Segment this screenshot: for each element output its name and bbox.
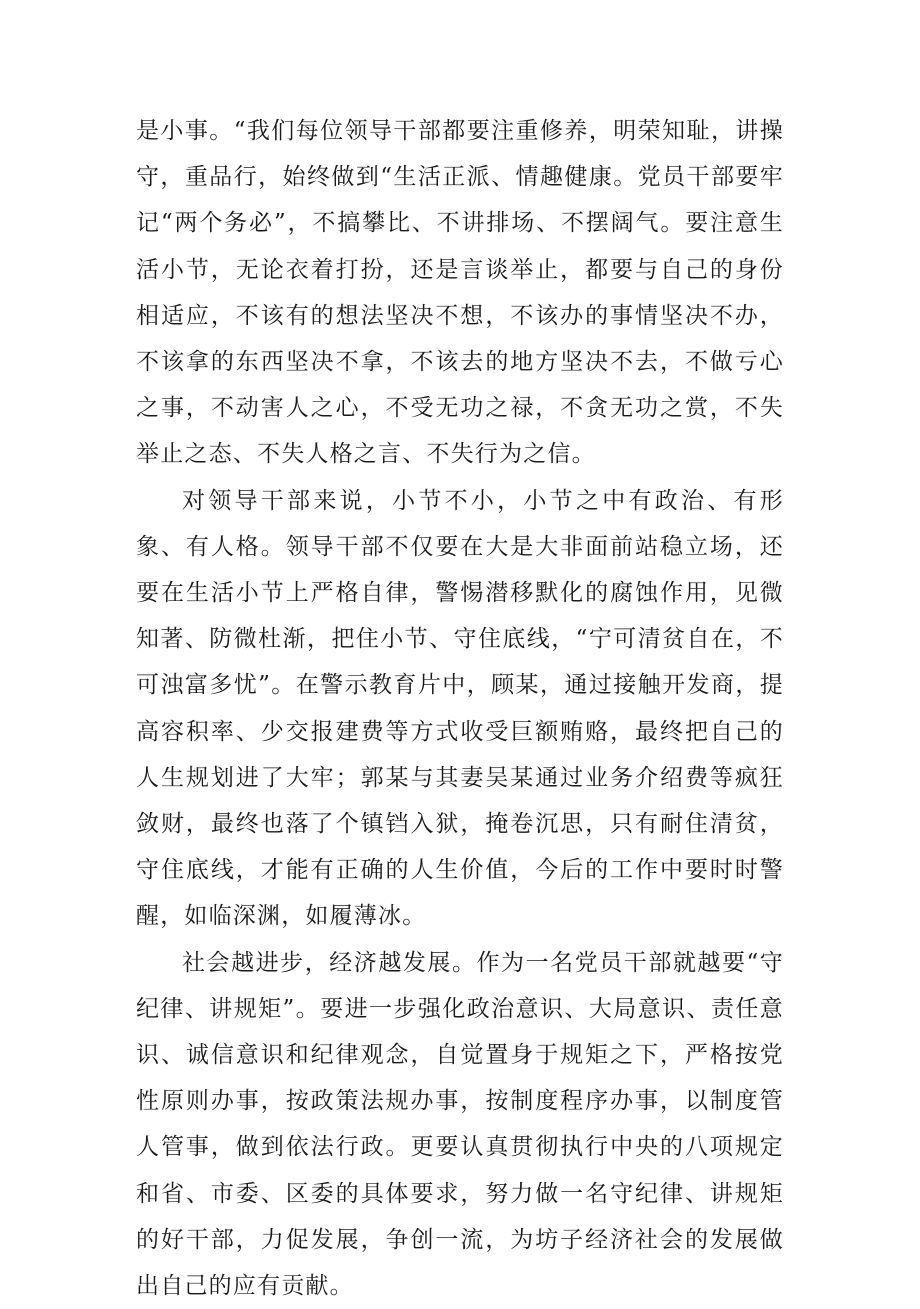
paragraph-small-matters: 对领导干部来说，小节不小，小节之中有政治、有形象、有人格。领导干部不仅要在大是大非面前站稳立场，还要在生活小节上严格自律，警惕潜移默化的腐蚀作用，见微知著、防微杜渐，把住小节、守住底线，“宁可清贫自在，不可浊富多忧”。在警示教育片中，顾某，通过接触开发商，提高容积率、少交报建费等方式收受巨额贿赂，最终把自己的人生规划进了大牢；郭某与其妻吴某通过业务介绍费等疯狂敛财，最终也落了个镇铛入狱，掩卷沉思，只有耐住清贫，守住底线，才能有正确的人生价值，今后的工作中要时时警醒，如临深渊，如履薄冰。 (136, 487, 784, 930)
document-body (136, 108, 784, 1309)
paragraph-discipline-rules: 社会越进步，经济越发展。作为一名党员干部就越要“守纪律、讲规矩”。要进一步强化政治意识、大局意识、责任意识、诚信意识和纪律观念，自觉置身于规矩之下，严格按党性原则办事，按政策法规办事，按制度程序办事，以制度管人管事，做到依法行政。更要认真贯彻执行中央的八项规定和省、市委、区委的具体要求，努力做一名守纪律、讲规矩的好干部，力促发展，争创一流，为坊子经济社会的发展做出自己的应有贡献。 (136, 949, 784, 1300)
paragraph-continuation: 是小事。“我们每位领导干部都要注重修养，明荣知耻，讲操守，重品行，始终做到“生活正派、情趣健康。党员干部要牢记“两个务必”，不搞攀比、不讲排场、不摆阔气。要注意生活小节，无论衣着打扮，还是言谈举止，都要与自己的身份相适应，不该有的想法坚决不想，不该办的事情坚决不办，不该拿的东西坚决不拿，不该去的地方坚决不去，不做亏心之事，不动害人之心，不受无功之禄，不贪无功之赏，不失举止之态、不失人格之言、不失行为之信。 (136, 118, 784, 468)
